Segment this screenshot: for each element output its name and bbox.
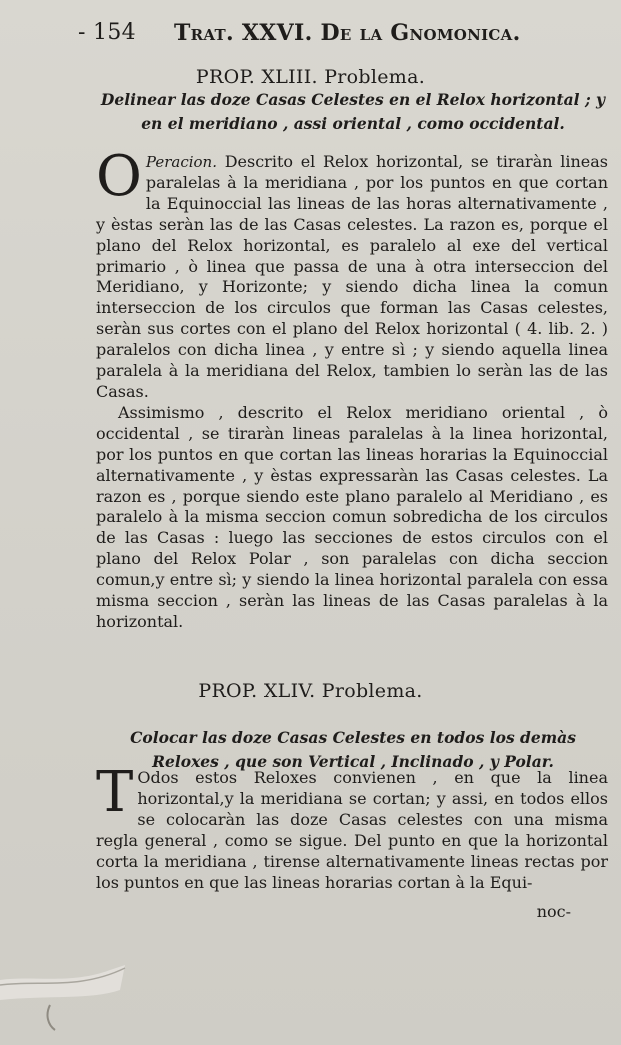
- prop-44-body: [96, 760, 608, 893]
- prop-43-paragraph-1: [96, 144, 608, 403]
- lead-word: Peracion.: [145, 153, 217, 171]
- prop-43-subtitle: Delinear las doze Casas Celestes en el Relox horizontal ; y en el meridiano , assi oriental , como occidental.: [100, 90, 606, 133]
- catchword: noc-: [536, 902, 571, 921]
- paragraph-text: Odos estos Reloxes convienen , en que la linea horizontal,y la meridiana se cortan; y assi, en todos ellos se colocaràn las doze Casas celestes con una misma regla general , como se sigue. Del punto en que la horizontal corta la meridiana , tirense alternativamente lineas rectas por los puntos en que las lineas horarias cortan à la Equi-: [96, 768, 608, 892]
- running-header: [78, 20, 551, 50]
- prop-44-subtitle: Colocar las doze Casas Celestes en todos los demàs Reloxes , que son Vertical , Inclinado , y Polar.: [130, 728, 576, 771]
- prop-44-title: PROP. XLIV. Problema.: [198, 680, 423, 702]
- prop-43-title: PROP. XLIII. Problema.: [195, 66, 426, 88]
- drop-cap-t: T: [96, 760, 134, 825]
- page-number: - 154: [78, 20, 136, 45]
- prop-43-body: [96, 144, 608, 633]
- paper-stain-decoration: [0, 930, 130, 1040]
- drop-cap-o: O: [96, 144, 142, 209]
- prop-44-paragraph-1: [96, 760, 608, 893]
- running-title: Trat. XXVI. De la Gnomonica.: [174, 20, 521, 46]
- paragraph-text: Descrito el Relox horizontal, se tiraràn lineas paralelas à la meridiana , por los puntos en que cortan la Equinoccial las lineas de las horas alternativamente , y èstas seràn las de las Casas celestes. La razon es, porque el plano del Relox horizontal, es paralelo al exe del vertical primario , ò linea que passa de una à otra interseccion del Meridiano, y Horizonte; y siendo dicha linea la comun interseccion de los circulos que forman las Casas celestes, seràn sus cortes con el plano del Relox horizontal ( 4. lib. 2. ) paralelos con dicha linea , y entre sì ; y siendo aquella linea paralela à la meridiana del Relox, tambien lo seràn las de las Casas.: [96, 152, 608, 401]
- prop-43-paragraph-2: Assimismo , descrito el Relox meridiano oriental , ò occidental , se tiraràn lineas paralelas à la linea horizontal, por los puntos en que cortan las lineas horarias la Equinoccial alternativamente , y èstas expressaràn las Casas celestes. La razon es , porque siendo este plano paralelo al Meridiano , es paralelo à la misma seccion comun sobredicha de los circulos de las Casas : luego las secciones de estos circulos con el plano del Relox Polar , son paralelas con dicha seccion comun,y entre sì; y siendo la linea horizontal paralela con essa misma seccion , seràn las lineas de las Casas paralelas à la horizontal.: [96, 402, 608, 631]
